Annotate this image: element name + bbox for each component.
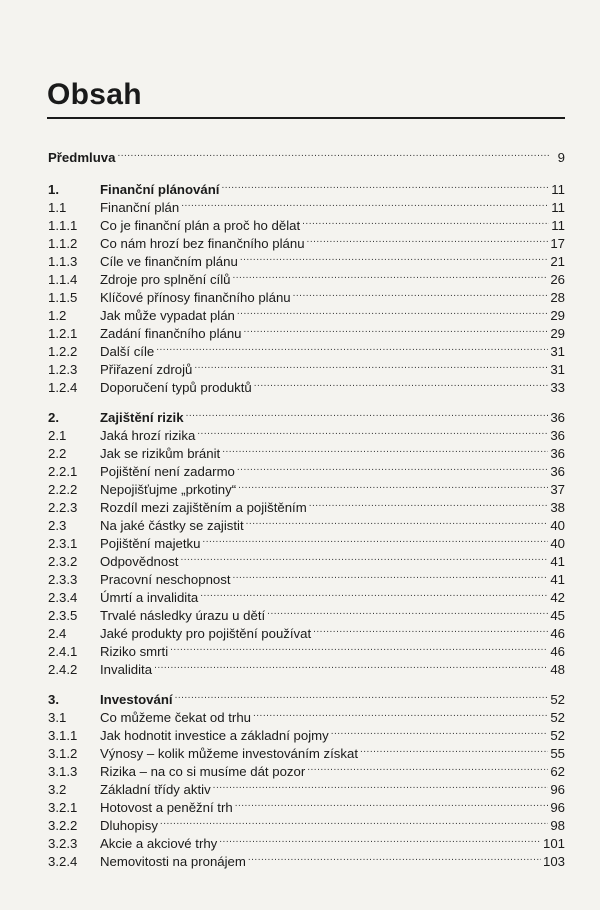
toc-entry-page: 46	[550, 644, 565, 659]
toc-entry-title: Jak může vypadat plán	[100, 308, 235, 323]
toc-entry-page: 29	[550, 308, 565, 323]
toc-entry-title: Jak hodnotit investice a základní pojmy	[100, 728, 329, 743]
toc-entry-title: Na jaké částky se zajistit	[100, 518, 244, 533]
toc-entry-title: Odpovědnost	[100, 554, 179, 569]
toc-entry-number: 3.1.2	[48, 746, 78, 761]
toc-entry-page: 33	[550, 380, 565, 395]
toc-entry-page: 55	[550, 746, 565, 761]
toc-entry-title: Finanční plán	[100, 200, 180, 215]
dot-leader	[237, 302, 548, 320]
dot-leader	[160, 812, 548, 830]
toc-entry-page: 101	[542, 836, 565, 851]
toc-chapter[interactable]	[48, 176, 565, 197]
toc-entry-page: 52	[550, 710, 565, 725]
toc-entry-page: 62	[550, 764, 565, 779]
toc-entry-number: 1.1.4	[48, 272, 78, 287]
toc-entry-title: Co můžeme čekat od trhu	[100, 710, 251, 725]
toc-entry-number: 1.2.2	[48, 344, 78, 359]
toc-entry-number: 1.2.4	[48, 380, 78, 395]
dot-leader	[170, 638, 548, 656]
dot-leader	[200, 584, 548, 602]
toc-entry-number: 2.2.3	[48, 500, 78, 515]
toc-entry-title: Pracovní neschopnost	[100, 572, 231, 587]
toc-entry-title: Investování	[100, 692, 173, 707]
toc-entry-page: 52	[550, 692, 565, 707]
toc-entry-title: Nemovitosti na pronájem	[100, 854, 246, 869]
toc-entry-title: Cíle ve finančním plánu	[100, 254, 238, 269]
toc-entry-number: 3.1.3	[48, 764, 78, 779]
dot-leader	[232, 266, 548, 284]
toc-entry-page: 11	[551, 182, 565, 197]
toc-sections	[48, 176, 565, 869]
toc-entry-page: 40	[550, 518, 565, 533]
toc-entry-number: 2.1	[48, 428, 67, 443]
toc-entry-title: Jak se rizikům bránit	[100, 446, 221, 461]
toc-entry-title: Rizika – na co si musíme dát pozor	[100, 764, 306, 779]
dot-leader	[309, 494, 549, 512]
dot-leader	[240, 248, 549, 266]
dot-leader	[202, 530, 548, 548]
dot-leader	[213, 776, 549, 794]
toc-entry-page: 98	[550, 818, 565, 833]
toc-entry-number: 1.1.1	[48, 218, 78, 233]
toc-entry-title: Trvalé následky úrazu u dětí	[100, 608, 266, 623]
toc-entry-number: 2.3.4	[48, 590, 78, 605]
toc-entry-page: 21	[550, 254, 565, 269]
toc-entry-number: 2.	[48, 410, 59, 425]
toc-entry-page: 11	[551, 218, 565, 233]
dot-leader	[313, 620, 548, 638]
dot-leader	[156, 338, 548, 356]
dot-leader	[154, 656, 548, 674]
toc-entry-number: 3.1.1	[48, 728, 78, 743]
dot-leader	[267, 602, 548, 620]
toc-chapter[interactable]	[48, 686, 565, 707]
toc-entry-number: 3.1	[48, 710, 67, 725]
dot-leader	[307, 758, 548, 776]
toc-entry-title: Klíčové přínosy finančního plánu	[100, 290, 291, 305]
toc-entry-title: Zdroje pro splnění cílů	[100, 272, 231, 287]
toc-entry-page: 42	[550, 590, 565, 605]
toc-entry-title: Dluhopisy	[100, 818, 158, 833]
toc-entry-page: 37	[550, 482, 565, 497]
toc-entry-page: 36	[550, 446, 565, 461]
dot-leader	[253, 704, 548, 722]
toc-entry-title: Invalidita	[100, 662, 153, 677]
title-rule	[47, 117, 565, 119]
toc-entry-number: 1.	[48, 182, 59, 197]
dot-leader	[186, 404, 549, 422]
toc-entry-title: Hotovost a peněžní trh	[100, 800, 233, 815]
toc-entry-number: 2.4.1	[48, 644, 78, 659]
toc-entry-title: Úmrtí a invalidita	[100, 590, 199, 605]
dot-leader	[244, 320, 549, 338]
dot-leader	[221, 176, 549, 194]
toc-entry-page: 48	[550, 662, 565, 677]
dot-leader	[246, 512, 549, 530]
toc-entry-page: 41	[550, 572, 565, 587]
toc-entry-number: 1.1.3	[48, 254, 78, 269]
toc-entry-number: 2.2.1	[48, 464, 78, 479]
toc-entry-number: 1.2.3	[48, 362, 78, 377]
dot-leader	[302, 212, 549, 230]
dot-leader	[254, 374, 549, 392]
toc-entry-page: 36	[550, 428, 565, 443]
toc-entry-title: Výnosy – kolik můžeme investováním získat	[100, 746, 358, 761]
toc-entry-title: Doporučení typů produktů	[100, 380, 252, 395]
toc-entry-title: Předmluva	[48, 150, 116, 165]
toc-entry-title: Zajištění rizik	[100, 410, 184, 425]
dot-leader	[237, 458, 548, 476]
toc-entry-page: 11	[551, 200, 565, 215]
dot-leader	[248, 848, 541, 866]
section-gap	[48, 162, 565, 176]
toc-entry-number: 2.3	[48, 518, 67, 533]
dot-leader	[219, 830, 541, 848]
toc-entry-number: 2.3.5	[48, 608, 78, 623]
dot-leader	[194, 356, 548, 374]
toc-entry-title: Jaké produkty pro pojištění používat	[100, 626, 312, 641]
toc-entry-title: Pojištění majetku	[100, 536, 201, 551]
dot-leader	[233, 566, 549, 584]
toc-entry-number: 3.2.4	[48, 854, 78, 869]
toc-entry-page: 103	[542, 854, 565, 869]
toc-entry-number: 2.3.2	[48, 554, 78, 569]
toc-entry-title: Rozdíl mezi zajištěním a pojištěním	[100, 500, 307, 515]
toc-entry-page: 46	[550, 626, 565, 641]
toc-entry-number: 1.1	[48, 200, 67, 215]
toc-entry-number: 1.2.1	[48, 326, 78, 341]
toc-entry-title: Základní třídy aktiv	[100, 782, 211, 797]
toc-entry-page: 40	[550, 536, 565, 551]
toc-entry-number: 3.2.1	[48, 800, 78, 815]
toc-entry-title: Riziko smrti	[100, 644, 169, 659]
dot-leader	[293, 284, 549, 302]
toc-entry-page: 96	[550, 800, 565, 815]
toc-entry-title: Co nám hrozí bez finančního plánu	[100, 236, 305, 251]
dot-leader	[235, 794, 549, 812]
toc-entry-number: 3.	[48, 692, 59, 707]
dot-leader	[238, 476, 548, 494]
toc-entry-page: 9	[557, 150, 565, 165]
toc-entry-number: 1.2	[48, 308, 67, 323]
dot-leader	[331, 722, 549, 740]
toc-entry-number: 1.1.2	[48, 236, 78, 251]
dot-leader	[197, 422, 548, 440]
toc-entry-title: Zadání finančního plánu	[100, 326, 242, 341]
toc-entry-number: 2.4.2	[48, 662, 78, 677]
toc-entry-page: 28	[550, 290, 565, 305]
toc-entry-page: 17	[550, 236, 565, 251]
toc-entry-number: 2.2	[48, 446, 67, 461]
toc-entry-page: 31	[550, 362, 565, 377]
toc-entry-page: 45	[550, 608, 565, 623]
toc-entry-page: 31	[550, 344, 565, 359]
toc-entry-number: 2.3.1	[48, 536, 78, 551]
toc-entry-number: 3.2	[48, 782, 67, 797]
toc-entry-title: Přiřazení zdrojů	[100, 362, 193, 377]
toc-entry-number: 2.3.3	[48, 572, 78, 587]
dot-leader	[117, 144, 551, 162]
toc-entry-page: 96	[550, 782, 565, 797]
toc-entry-number: 1.1.5	[48, 290, 78, 305]
toc-entry-title: Pojištění není zadarmo	[100, 464, 235, 479]
toc-entry-page: 36	[550, 464, 565, 479]
table-of-contents	[48, 144, 565, 869]
toc-entry-number: 3.2.2	[48, 818, 78, 833]
toc-entry-number: 2.2.2	[48, 482, 78, 497]
dot-leader	[181, 194, 549, 212]
toc-entry-title: Co je finanční plán a proč ho dělat	[100, 218, 301, 233]
dot-leader	[180, 548, 548, 566]
toc-entry-title: Jaká hrozí rizika	[100, 428, 196, 443]
toc-entry-preface[interactable]	[48, 144, 565, 165]
toc-entry-title: Další cíle	[100, 344, 155, 359]
toc-entry-title: Finanční plánování	[100, 182, 220, 197]
toc-entry-page: 36	[550, 410, 565, 425]
dot-leader	[222, 440, 548, 458]
dot-leader	[360, 740, 548, 758]
toc-entry-number: 2.4	[48, 626, 67, 641]
toc-entry-page: 26	[550, 272, 565, 287]
toc-entry-number: 3.2.3	[48, 836, 78, 851]
toc-entry-title: Nepojišťujme „prkotiny“	[100, 482, 237, 497]
toc-entry-title: Akcie a akciové trhy	[100, 836, 218, 851]
toc-entry-page: 38	[550, 500, 565, 515]
toc-entry-page: 29	[550, 326, 565, 341]
dot-leader	[307, 230, 549, 248]
toc-entry-page: 52	[550, 728, 565, 743]
dot-leader	[175, 686, 549, 704]
toc-chapter[interactable]	[48, 404, 565, 425]
toc-entry-page: 41	[550, 554, 565, 569]
page-title: Obsah	[47, 78, 142, 111]
